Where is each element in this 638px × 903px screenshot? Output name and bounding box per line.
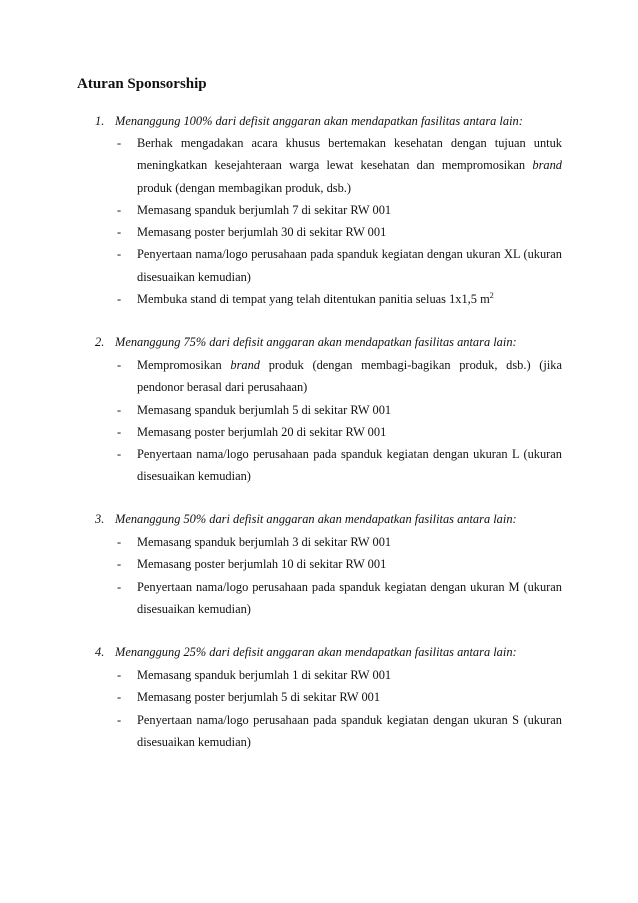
item-text: Memasang poster berjumlah 30 di sekitar RW 001	[137, 225, 387, 240]
item-text: Memasang poster berjumlah 20 di sekitar RW 001	[137, 424, 387, 439]
item-text: Memasang spanduk berjumlah 5 di sekitar RW 001	[137, 402, 392, 417]
superscript: 2	[489, 290, 494, 300]
list-item	[117, 531, 562, 553]
tier-heading-text: Menanggung 25% dari defisit anggaran akan mendapatkan fasilitas antara lain:	[115, 645, 517, 659]
tier-heading	[95, 110, 565, 132]
tier-benefits-list	[117, 664, 562, 753]
bullet-dash: -	[117, 358, 122, 372]
item-text: Berhak mengadakan acara khusus bertemakan kesehatan dengan tujuan untuk meningkatkan kesejahteraan warga lewat kesehatan dan mempromosikan	[137, 136, 562, 173]
list-item	[117, 199, 562, 221]
bullet-dash: -	[117, 712, 122, 727]
bullet-dash: -	[117, 690, 122, 705]
item-text: Memasang spanduk berjumlah 1 di sekitar RW 001	[137, 668, 392, 682]
item-text: Mempromosikan	[137, 358, 222, 372]
item-emphasis: brand	[532, 158, 562, 173]
list-item	[117, 132, 562, 199]
item-text-cont: produk (dengan membagikan produk, dsb.)	[137, 180, 352, 195]
item-text-cont: produk (dengan membagi-bagikan produk, dsb.) (jika pendonor berasal dari perusahaan)	[137, 358, 562, 395]
tier-number: 3.	[95, 512, 105, 526]
list-item	[117, 709, 562, 754]
item-text: Penyertaan nama/logo perusahaan pada spanduk kegiatan dengan ukuran M (ukuran disesuaikan kemudian)	[137, 579, 562, 616]
item-text: Memasang spanduk berjumlah 7 di sekitar RW 001	[137, 202, 392, 217]
list-item	[117, 399, 562, 421]
tier-heading	[95, 331, 565, 353]
page-title: Aturan Sponsorship	[77, 76, 207, 92]
bullet-dash: -	[117, 247, 122, 262]
tier-number: 2.	[95, 335, 105, 349]
item-text: Memasang poster berjumlah 5 di sekitar RW 001	[137, 690, 381, 705]
tier-benefits-list	[117, 354, 562, 488]
bullet-dash: -	[117, 579, 122, 594]
tier-heading-text: Menanggung 100% dari defisit anggaran akan mendapatkan fasilitas antara lain:	[115, 114, 523, 128]
item-text: Penyertaan nama/logo perusahaan pada spanduk kegiatan dengan ukuran L (ukuran disesuaikan kemudian)	[137, 447, 562, 484]
tier-number: 4.	[95, 645, 105, 659]
item-text: Memasang spanduk berjumlah 3 di sekitar RW 001	[137, 535, 392, 549]
tier-heading-text: Menanggung 50% dari defisit anggaran akan mendapatkan fasilitas antara lain:	[115, 512, 517, 526]
bullet-dash: -	[117, 136, 122, 150]
tier-heading-text: Menanggung 75% dari defisit anggaran akan mendapatkan fasilitas antara lain:	[115, 335, 517, 349]
list-item	[117, 576, 562, 621]
bullet-dash: -	[117, 424, 122, 439]
list-item	[117, 553, 562, 575]
tier-benefits-list	[117, 132, 562, 310]
tier-heading	[95, 508, 565, 530]
bullet-dash: -	[117, 535, 122, 549]
list-item	[117, 221, 562, 243]
list-item	[117, 686, 562, 708]
list-item	[117, 664, 562, 686]
tier-benefits-list	[117, 531, 562, 620]
item-text: Penyertaan nama/logo perusahaan pada spanduk kegiatan dengan ukuran XL (ukuran disesuaikan kemudian)	[137, 247, 562, 284]
list-item	[117, 354, 562, 399]
tier-number: 1.	[95, 114, 105, 128]
list-item	[117, 288, 562, 310]
list-item	[117, 243, 562, 288]
item-text: Penyertaan nama/logo perusahaan pada spanduk kegiatan dengan ukuran S (ukuran disesuaikan kemudian)	[137, 712, 562, 749]
list-item	[117, 421, 562, 443]
item-emphasis: brand	[230, 358, 260, 372]
tier-heading	[95, 641, 565, 663]
item-text: Membuka stand di tempat yang telah ditentukan panitia seluas 1x1,5 m	[137, 292, 490, 307]
bullet-dash: -	[117, 402, 122, 417]
bullet-dash: -	[117, 225, 122, 240]
bullet-dash: -	[117, 447, 122, 462]
bullet-dash: -	[117, 292, 122, 307]
bullet-dash: -	[117, 202, 122, 217]
bullet-dash: -	[117, 668, 122, 682]
item-text: Memasang poster berjumlah 10 di sekitar RW 001	[137, 557, 387, 572]
bullet-dash: -	[117, 557, 122, 572]
list-item	[117, 443, 562, 488]
